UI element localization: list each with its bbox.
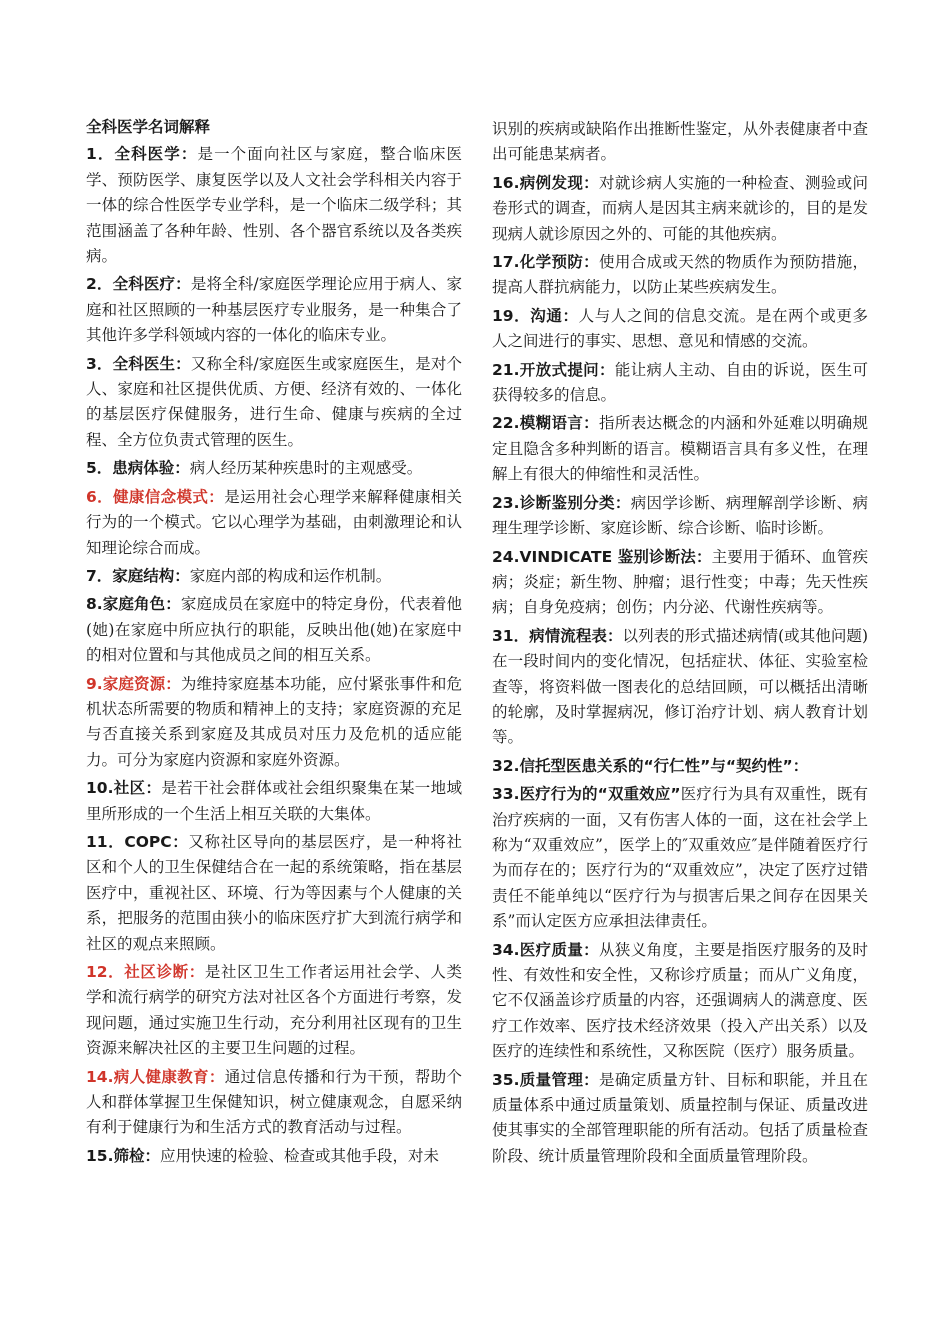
glossary-term: 22.模糊语言：	[492, 414, 600, 433]
glossary-entry	[86, 776, 462, 827]
glossary-entry	[86, 672, 462, 774]
glossary-definition: 是确定质量方针、目标和职能，并且在质量体系中通过质量策划、质量控制与保证、质量改进使其事实的全部管理职能的所有活动。包括了质量检查阶段、统计质量管理阶段和全面质量管理阶段。	[492, 1070, 868, 1165]
glossary-term: 23.诊断鉴别分类：	[492, 493, 631, 512]
glossary-entry	[86, 592, 462, 668]
glossary-definition: 家庭成员在家庭中的特定身份，代表着他(她)在家庭中所应执行的职能，反映出他(她)在家庭中的相对位置和与其他成员之间的相互关系。	[86, 595, 462, 665]
glossary-term: 10.社区：	[86, 779, 162, 798]
glossary-entry	[86, 960, 462, 1062]
glossary-entry	[492, 545, 868, 621]
glossary-definition: 使用合成或天然的物质作为预防措施，提高人群抗病能力，以防止某些疾病发生。	[492, 253, 868, 297]
glossary-definition: 主要用于循环、血管疾病；炎症；新生物、肿瘤；退行性变；中毒；先天性疾病；自身免疫病；创伤；内分泌、代谢性疾病等。	[492, 547, 868, 617]
glossary-term: 32.信托型医患关系的“行仁性”与“契约性”：	[492, 756, 809, 775]
glossary-term: 17.化学预防：	[492, 253, 600, 272]
glossary-term: 6．健康信念模式：	[86, 487, 225, 506]
glossary-definition: 是若干社会群体或社会组织聚集在某一地域里所形成的一个生活上相互关联的大集体。	[86, 779, 462, 823]
glossary-term: 34.医疗质量：	[492, 940, 600, 959]
glossary-entry	[86, 1144, 462, 1169]
glossary-definition: 指所表达概念的内涵和外延难以明确规定且隐含多种判断的语言。模糊语言具有多义性，在理解上有很大的伸缩性和灵活性。	[492, 414, 868, 484]
glossary-entry	[492, 171, 868, 247]
left-column	[86, 115, 462, 1172]
glossary-definition: 又称社区导向的基层医疗，是一种将社区和个人的卫生保健结合在一起的系统策略，指在基层医疗中，重视社区、环境、行为等因素与个人健康的关系，把服务的范围由狭小的临床医疗扩大到流行病学和社区的观点来照顾。	[86, 832, 462, 953]
glossary-entry	[492, 358, 868, 409]
glossary-term: 9.家庭资源：	[86, 674, 181, 693]
glossary-entry	[492, 1068, 868, 1170]
glossary-entry	[492, 411, 868, 487]
glossary-definition: 是运用社会心理学来解释健康相关行为的一个模式。它以心理学为基础，由刺激理论和认知理论综合而成。	[86, 487, 462, 557]
glossary-entry	[86, 830, 462, 957]
glossary-entry	[86, 142, 462, 269]
glossary-definition: 识别的疾病或缺陷作出推断性鉴定，从外表健康者中查出可能患某病者。	[492, 120, 868, 164]
glossary-definition: 是将全科/家庭医学理论应用于病人、家庭和社区照顾的一种基层医疗专业服务，是一种集合了其他许多学科领域内容的一体化的临床专业。	[86, 275, 462, 345]
glossary-definition: 以列表的形式描述病情(或其他问题)在一段时间内的变化情况，包括症状、体征、实验室检查等，将资料做一图表化的总结回顾，可以概括出清晰的轮廓，及时掌握病况，修订治疗计划、病人教育计划等。	[492, 626, 868, 747]
glossary-entry	[86, 1065, 462, 1141]
glossary-entry	[492, 250, 868, 301]
glossary-definition: 对就诊病人实施的一种检查、测验或问卷形式的调查，而病人是因其主病来就诊的，目的是发现病人就诊原因之外的、可能的其他疾病。	[492, 173, 868, 243]
glossary-term: 16.病例发现：	[492, 173, 600, 192]
right-column	[492, 117, 868, 1172]
glossary-term: 2．全科医疗：	[86, 275, 191, 294]
glossary-term: 7．家庭结构：	[86, 566, 190, 585]
glossary-entry	[86, 485, 462, 561]
glossary-entry	[86, 456, 462, 481]
glossary-definition: 是一个面向社区与家庭，整合临床医学、预防医学、康复医学以及人文社会学科相关内容于一体的综合性医学专业学科，是一个临床二级学科；其范围涵盖了各种年龄、性别、各个器官系统以及各类疾病。	[86, 145, 462, 266]
glossary-term: 21.开放式提问：	[492, 360, 615, 379]
glossary-term: 15.筛检：	[86, 1146, 160, 1165]
glossary-definition: 人与人之间的信息交流。是在两个或更多人之间进行的事实、思想、意见和情感的交流。	[492, 306, 868, 351]
glossary-entry	[492, 938, 868, 1065]
glossary-entry	[492, 782, 868, 934]
glossary-definition: 医疗行为具有双重性，既有治疗疾病的一面，又有伤害人体的一面，这在社会学上称为“双重效应”，医学上的″双重效应″是伴随着医疗行为而存在的；医疗行为的“双重效应”，决定了医疗过错责任不能单纯以“医疗行为与损害后果之间存在因果关系”而认定医方应承担法律责任。	[492, 785, 868, 931]
glossary-term: 3．全科医生：	[86, 354, 191, 373]
glossary-definition: 为维持家庭基本功能，应付紧张事件和危机状态所需要的物质和精神上的支持；家庭资源的充足与否直接关系到家庭及其成员对压力及危机的适应能力。可分为家庭内资源和家庭外资源。	[86, 674, 462, 769]
glossary-definition: 能让病人主动、自由的诉说，医生可获得较多的信息。	[492, 360, 868, 405]
glossary-definition: 病人经历某种疾患时的主观感受。	[189, 459, 423, 478]
glossary-entry	[86, 272, 462, 348]
document-title: 全科医学名词解释	[86, 118, 211, 136]
glossary-term: 1．全科医学：	[86, 145, 198, 164]
glossary-entry	[86, 564, 462, 589]
glossary-definition: 应用快速的检验、检查或其他手段，对未	[159, 1146, 439, 1165]
glossary-entry	[492, 117, 868, 168]
glossary-definition: 家庭内部的构成和运作机制。	[189, 566, 392, 585]
glossary-term: 5．患病体验：	[86, 459, 190, 478]
glossary-term: 8.家庭角色：	[86, 595, 181, 614]
glossary-term: 14.病人健康教育：	[86, 1067, 225, 1086]
glossary-definition: 又称全科/家庭医生或家庭医生，是对个人、家庭和社区提供优质、方便、经济有效的、一体化的基层医疗保健服务，进行生命、健康与疾病的全过程、全方位负责式管理的医生。	[86, 354, 462, 449]
glossary-term: 11．COPC：	[86, 832, 189, 851]
glossary-term: 12．社区诊断：	[86, 963, 205, 981]
glossary-entry	[492, 304, 868, 355]
glossary-term: 35.质量管理：	[492, 1070, 600, 1089]
glossary-entry	[492, 754, 868, 779]
glossary-definition: 病因学诊断、病理解剖学诊断、病理生理学诊断、家庭诊断、综合诊断、临时诊断。	[492, 493, 868, 538]
glossary-definition: 通过信息传播和行为干预，帮助个人和群体掌握卫生保健知识，树立健康观念，自愿采纳有利于健康行为和生活方式的教育活动与过程。	[86, 1067, 462, 1137]
glossary-definition: 是社区卫生工作者运用社会学、人类学和流行病学的研究方法对社区各个方面进行考察，发现问题，通过实施卫生行动，充分利用社区现有的卫生资源来解决社区的主要卫生问题的过程。	[86, 963, 462, 1058]
glossary-term: 31．病情流程表：	[492, 626, 623, 645]
glossary-term: 24.VINDICATE 鉴别诊断法：	[492, 547, 712, 566]
glossary-entry	[492, 624, 868, 751]
glossary-term: 19．沟通：	[492, 306, 579, 325]
glossary-entry	[492, 491, 868, 542]
glossary-definition: 从狭义角度，主要是指医疗服务的及时性、有效性和安全性，又称诊疗质量；而从广义角度，它不仅涵盖诊疗质量的内容，还强调病人的满意度、医疗工作效率、医疗技术经济效果（投入产出关系）以及医疗的连续性和系统性，又称医院（医疗）服务质量。	[492, 940, 868, 1061]
glossary-term: 33.医疗行为的“双重效应”	[492, 785, 681, 804]
glossary-entry	[86, 352, 462, 454]
